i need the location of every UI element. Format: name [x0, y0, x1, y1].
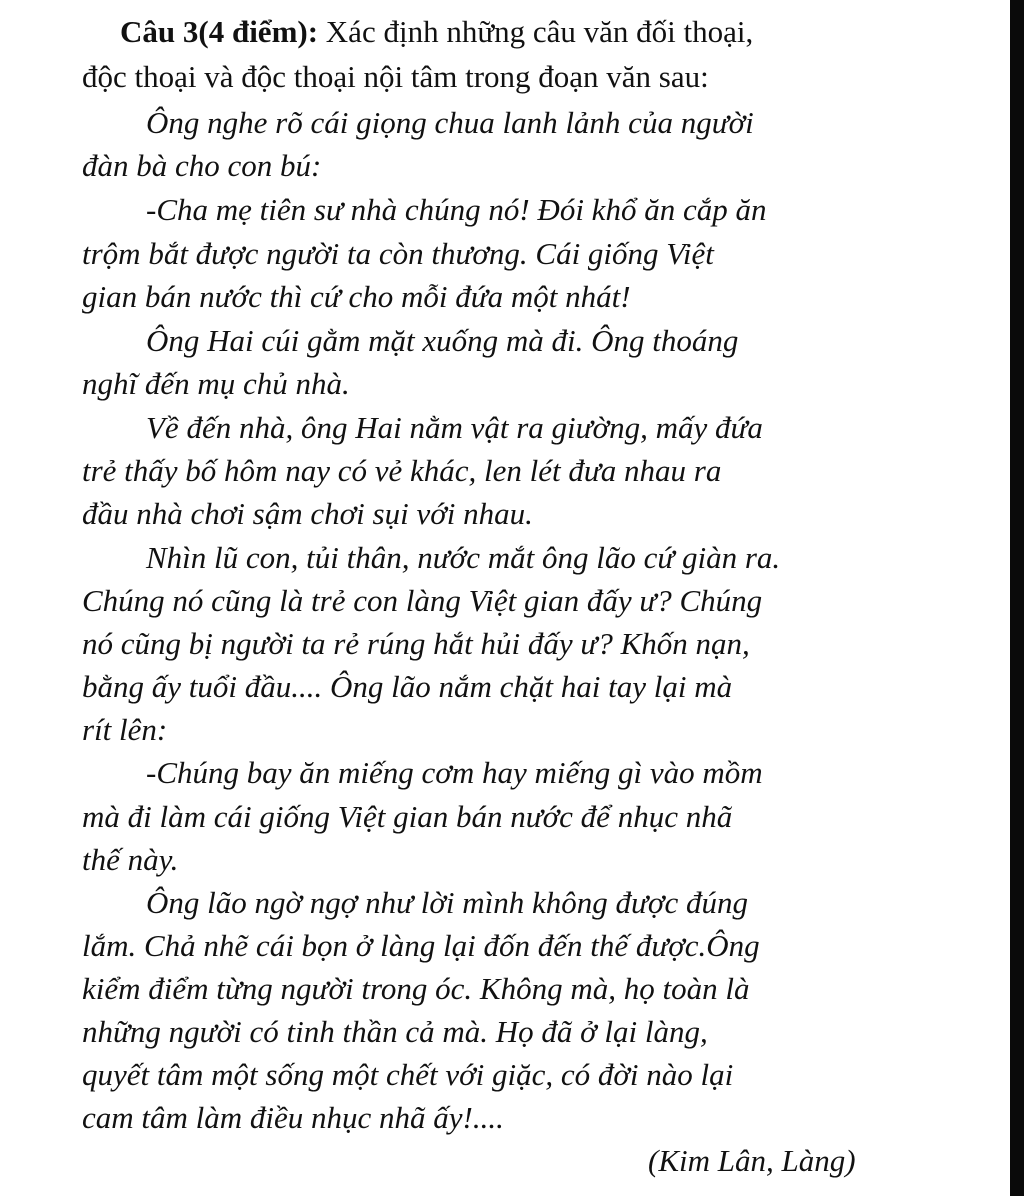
- passage-line: lắm. Chả nhẽ cái bọn ở làng lại đốn đến thế được.Ông: [82, 928, 760, 963]
- passage-line: trộm bắt được người ta còn thương. Cái giống Việt: [82, 236, 714, 271]
- dark-edge-strip: [1010, 0, 1024, 1196]
- passage-line: Nhìn lũ con, tủi thân, nước mắt ông lão cứ giàn ra.: [146, 540, 781, 575]
- passage-line: -Cha mẹ tiên sư nhà chúng nó! Đói khổ ăn cắp ăn: [146, 192, 767, 227]
- passage-line: rít lên:: [82, 712, 168, 747]
- passage-line: Ông nghe rõ cái giọng chua lanh lảnh của người: [146, 105, 754, 140]
- question-prompt-part-2: độc thoại và độc thoại nội tâm trong đoạn văn sau:: [82, 59, 709, 94]
- passage-line: Chúng nó cũng là trẻ con làng Việt gian đấy ư? Chúng: [82, 583, 763, 618]
- passage-line: Ông lão ngờ ngợ như lời mình không được đúng: [146, 885, 748, 920]
- source-citation: (Kim Lân, Làng): [648, 1143, 856, 1178]
- question-prompt-part-1: Xác định những câu văn đối thoại,: [318, 14, 754, 49]
- passage-line: Về đến nhà, ông Hai nằm vật ra giường, mấy đứa: [146, 410, 763, 445]
- passage-line: bằng ấy tuổi đầu.... Ông lão nắm chặt hai tay lại mà: [82, 669, 733, 704]
- passage-line: đàn bà cho con bú:: [82, 148, 322, 183]
- question-line-1: [120, 12, 753, 52]
- passage-line: gian bán nước thì cứ cho mỗi đứa một nhát!: [82, 279, 631, 314]
- passage-line: nghĩ đến mụ chủ nhà.: [82, 366, 350, 401]
- passage-line: -Chúng bay ăn miếng cơm hay miếng gì vào mồm: [146, 755, 763, 790]
- passage-line: thế này.: [82, 842, 179, 877]
- passage-line: Ông Hai cúi gằm mặt xuống mà đi. Ông thoáng: [146, 323, 739, 358]
- question-label: Câu 3(4 điểm):: [120, 14, 319, 49]
- passage-line: quyết tâm một sống một chết với giặc, có đời nào lại: [82, 1057, 734, 1092]
- passage-line: nó cũng bị người ta rẻ rúng hắt hủi đấy ư? Khốn nạn,: [82, 626, 750, 661]
- passage-line: đầu nhà chơi sậm chơi sụi với nhau.: [82, 496, 533, 531]
- passage-line: mà đi làm cái giống Việt gian bán nước để nhục nhã: [82, 799, 733, 834]
- passage-line: cam tâm làm điều nhục nhã ấy!....: [82, 1100, 504, 1135]
- passage-line: trẻ thấy bố hôm nay có vẻ khác, len lét đưa nhau ra: [82, 453, 722, 488]
- passage-line: kiểm điểm từng người trong óc. Không mà, họ toàn là: [82, 971, 750, 1006]
- passage-line: những người có tinh thần cả mà. Họ đã ở lại làng,: [82, 1014, 708, 1049]
